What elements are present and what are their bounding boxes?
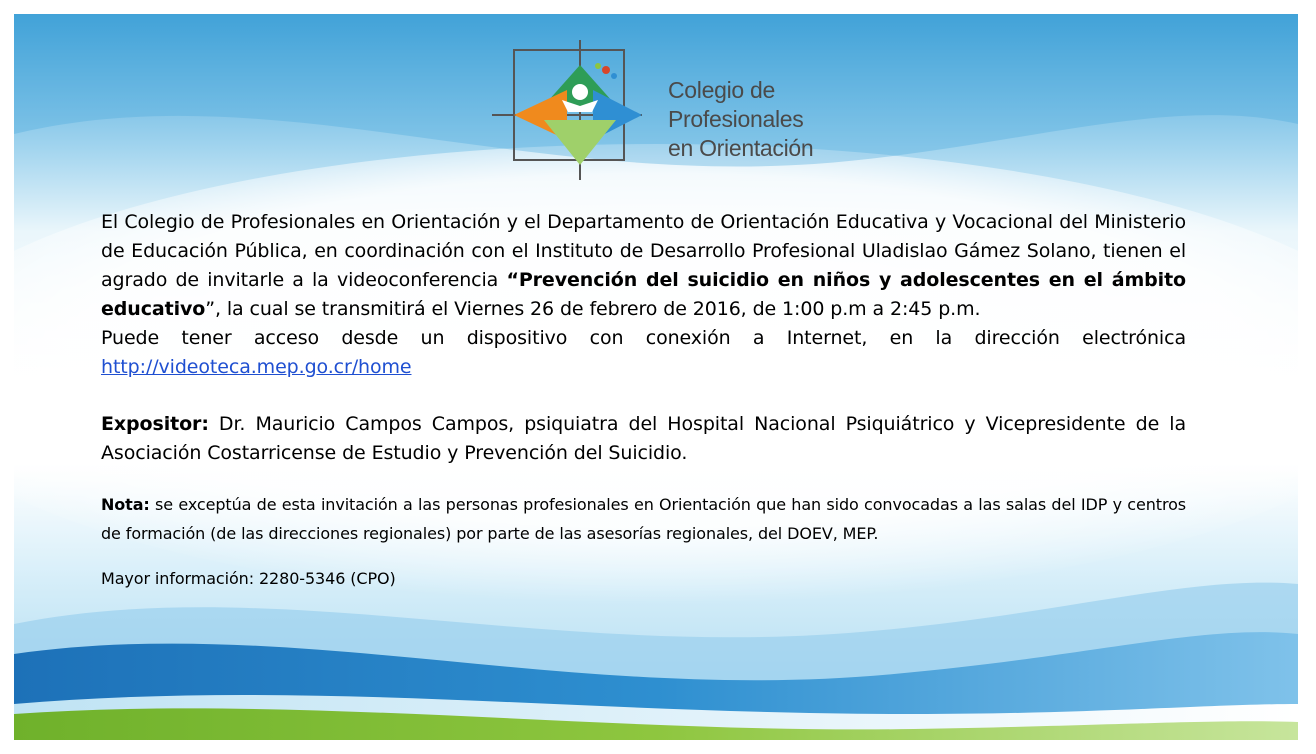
invitation-text: El Colegio de Profesionales en Orientación y el Departamento de Orientación Educativa y Vocacional del Ministerio de Educación Pública, en coordinación con el Instituto de Desarrollo Profesional Uladislao Gámez Solano, tienen el agrado de invitarle a la videoconferencia xyxy=(101,211,1186,291)
conference-title: “Prevención del suicidio en niños y adolescentes en el ámbito educativo xyxy=(101,269,1187,320)
speaker-label: Expositor: xyxy=(101,413,209,435)
note-text: se exceptúa de esta invitación a las personas profesionales en Orientación que han sido convocadas a las salas del IDP y centros de formación (de las direcciones regionales) por parte de las asesorías regionales, del DOEV, MEP. xyxy=(101,495,1186,543)
contact-info: Mayor información: 2280-5346 (CPO) xyxy=(101,569,396,588)
logo-line-2: Profesionales xyxy=(668,106,804,132)
invitation-paragraph xyxy=(101,208,1186,382)
invitation-body xyxy=(101,208,1186,590)
note-label: Nota: xyxy=(101,495,150,514)
logo-line-1: Colegio de xyxy=(668,77,775,103)
logo-wordmark xyxy=(668,76,813,163)
access-text: Puede tener acceso desde un dispositivo con conexión a Internet, en la dirección electrónica xyxy=(101,327,1186,349)
speaker-text: Dr. Mauricio Campos Campos, psiquiatra del Hospital Nacional Psiquiátrico y Vicepresidente de la Asociación Costarricense de Estudio y Prevención del Suicidio. xyxy=(101,413,1186,464)
note-paragraph xyxy=(101,490,1186,548)
logo-line-3: en Orientación xyxy=(668,135,814,161)
speaker-paragraph xyxy=(101,410,1186,468)
invitation-datetime: ”, la cual se transmitirá el Viernes 26 de febrero de 2016, de 1:00 p.m a 2:45 p.m. xyxy=(205,298,981,320)
videoteca-link[interactable]: http://videoteca.mep.go.cr/home xyxy=(101,356,412,378)
